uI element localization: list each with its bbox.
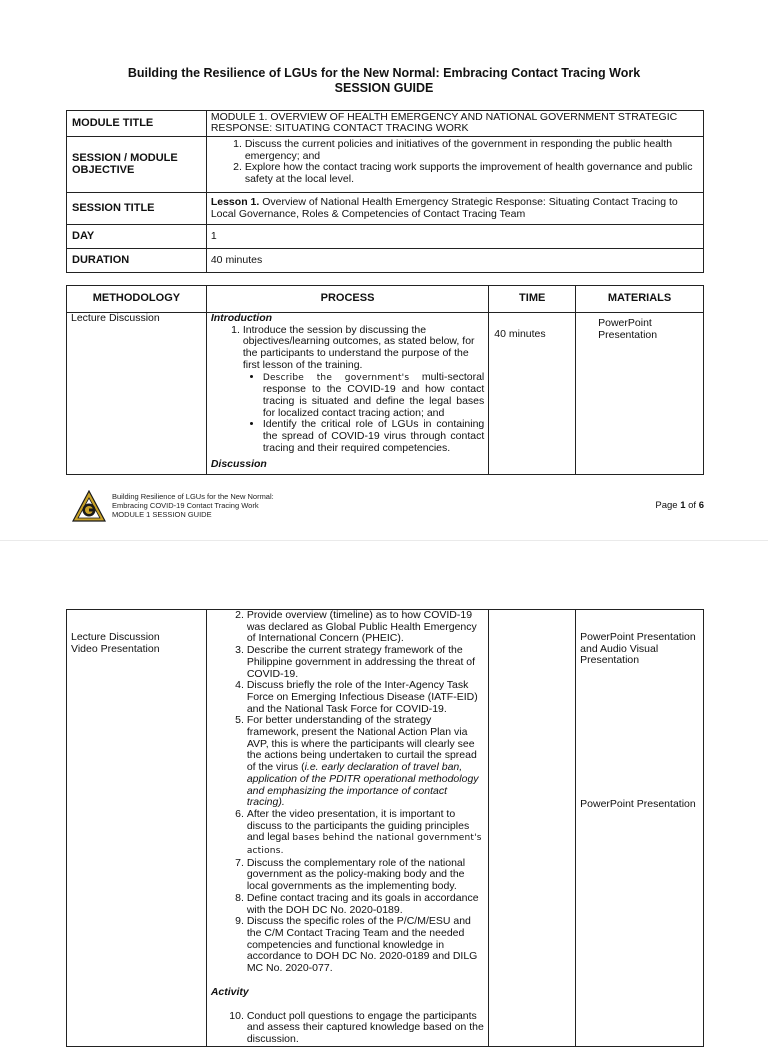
methodology-cell: Lecture Discussion Video Presentation: [67, 610, 207, 1047]
document-subtitle: SESSION GUIDE: [334, 81, 434, 95]
process-item: 10. Conduct poll questions to engage the participants and assess their captured knowledge based on the discussion.: [247, 1011, 485, 1046]
header-process: PROCESS: [206, 286, 488, 313]
document-title: Building the Resilience of LGUs for the New Normal: Embracing Contact Tracing Work: [127, 66, 641, 80]
session-title-value: Lesson 1. Overview of National Health Emergency Strategic Response: Situating Contact Tracing to Local Governance, Roles & Competencies of Contact Tracing Team: [206, 193, 703, 225]
process-item: 3. Describe the current strategy framework of the Philippine government in addressing the threat of COVID-19.: [247, 645, 485, 680]
page-number: Page 1 of 6: [655, 500, 704, 511]
duration-value: 40 minutes: [206, 249, 703, 273]
materials-cell: PowerPoint Presentation and Audio Visual Presentation PowerPoint Presentation: [576, 610, 704, 1047]
process-cell: [206, 610, 489, 1047]
header-time: TIME: [489, 286, 576, 313]
methodology-row: [67, 313, 704, 475]
process-item: 8. Define contact tracing and its goals in accordance with the DOH DC No. 2020-0189.: [247, 893, 485, 916]
session-title-row: [67, 193, 704, 225]
process-item: 5. For better understanding of the strategy framework, present the National Action Plan via AVP, this is where the participants will clearly see the actions being undertaken to curtail the spread of the virus (i.e. early declaration of travel ban, application of the PDITR operational methodology and emphasizing the importance of contact tracing).: [247, 715, 485, 809]
module-title-value: MODULE 1. OVERVIEW OF HEALTH EMERGENCY AND NATIONAL GOVERNMENT STRATEGIC RESPONSE: SITUATING CONTACT TRACING WORK: [206, 111, 703, 137]
discussion-heading: Discussion: [210, 458, 267, 471]
lga-logo-icon: [72, 490, 106, 522]
objective-item: 1. Discuss the current policies and initiatives of the government in responding the public health emergency; and: [245, 139, 699, 162]
module-title-row: [67, 111, 704, 137]
methodology-cell: Lecture Discussion: [67, 313, 207, 475]
process-item: 7. Discuss the complementary role of the national government as the policy-making body and the local governments as the implementing body.: [247, 858, 485, 893]
session-info-table: [66, 110, 704, 273]
session-title-label: SESSION TITLE: [67, 193, 207, 225]
duration-label: DURATION: [67, 249, 207, 273]
process-item: 6. After the video presentation, it is important to discuss to the participants the guiding principles and legal bases behind the national government's actions.: [247, 809, 485, 858]
duration-row: [67, 249, 704, 273]
bullet-item: • Describe the government's multi-sectoral response to the COVID-19 and how contact tracing is situated and define the legal bases for localized contact tracing action; and: [263, 372, 484, 420]
activity-list: [211, 1011, 485, 1046]
process-item: 2. Provide overview (timeline) as to how COVID-19 was declared as Global Public Health Emergency of International Concern (PHEIC).: [247, 610, 485, 645]
process-list: [211, 610, 485, 975]
objective-value: [206, 137, 703, 193]
activity-heading: Activity: [210, 985, 249, 998]
objective-item: 2. Explore how the contact tracing work supports the improvement of health governance and public safety at the local level.: [245, 162, 699, 185]
page-footer: [72, 488, 712, 524]
methodology-header-row: [67, 286, 704, 313]
day-value: 1: [206, 225, 703, 249]
day-row: [67, 225, 704, 249]
introduction-heading: Introduction: [210, 312, 273, 324]
introduction-list: [211, 325, 484, 455]
bullet-item: • Identify the critical role of LGUs in containing the spread of COVID-19 virus through contact tracing and their required competencies.: [263, 419, 484, 454]
time-cell: [489, 610, 576, 1047]
time-cell: 40 minutes: [489, 313, 576, 475]
module-title-label: MODULE TITLE: [67, 111, 207, 137]
process-item: 4. Discuss briefly the role of the Inter-Agency Task Force on Emerging Infectious Disease (IATF-EID) and the National Task Force for COVID-19.: [247, 680, 485, 715]
objective-list: [211, 139, 699, 186]
introduction-item: 1. Introduce the session by discussing the objectives/learning outcomes, as stated below, for the participants to understand the purpose of the first lesson of the training. • Describe the government's multi-sectoral response to the COVID-19 and how contact tracing is situated and define the legal bases for localized contact tracing action; and • Identify the critical role of LGUs in containing the spread of COVID-19 virus through contact tracing and their required competencies.: [243, 325, 484, 455]
methodology-table: [66, 285, 704, 475]
objective-bullets: [243, 372, 484, 455]
footer-text: Building Resilience of LGUs for the New Normal: Embracing COVID-19 Contact Tracing Work MODULE 1 SESSION GUIDE: [112, 492, 274, 519]
process-cell: [206, 313, 488, 475]
page-2: [0, 540, 768, 1045]
methodology-table-continued: [66, 609, 704, 1047]
process-item: 9. Discuss the specific roles of the P/C/M/ESU and the C/M Contact Tracing Team and the needed competencies and functional knowledge in accordance to DOH DC No. 2020-0189 and DILG MC No. 2020-077.: [247, 916, 485, 975]
objective-row: [67, 137, 704, 193]
materials-cell: PowerPoint Presentation: [576, 313, 704, 475]
objective-label: SESSION / MODULE OBJECTIVE: [67, 137, 207, 193]
header-materials: MATERIALS: [576, 286, 704, 313]
header-methodology: METHODOLOGY: [67, 286, 207, 313]
day-label: DAY: [67, 225, 207, 249]
methodology-row: [67, 610, 704, 1047]
